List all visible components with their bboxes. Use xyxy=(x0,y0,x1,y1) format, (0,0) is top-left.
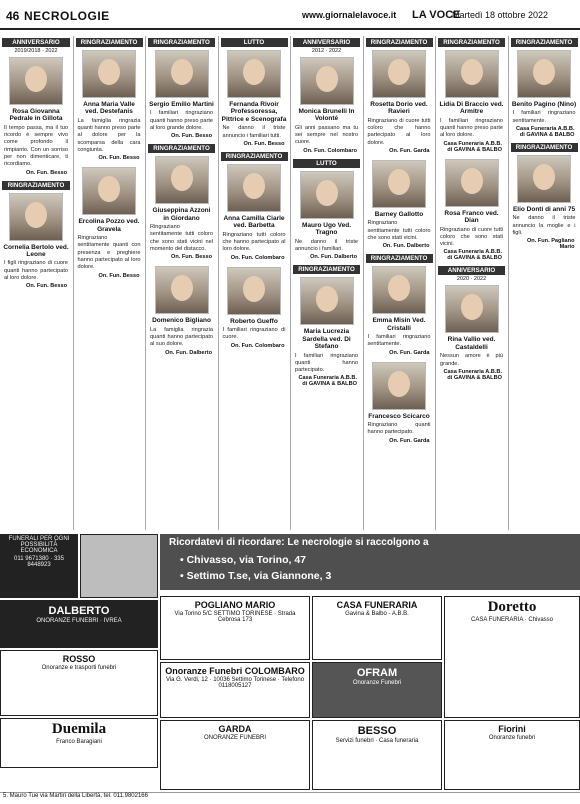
ad-pagliano[interactable]: POGLIANO MARIO Via Torino 5/C SETTIMO TORINESE · Strada Cebrosa 173 xyxy=(160,596,310,660)
obituary-notice xyxy=(74,167,145,281)
funeral-home-signature: On. Fun. Garda xyxy=(389,148,430,154)
notice-text: Ringraziano quanti hanno partecipato. xyxy=(367,422,431,436)
notice-text: Ringraziano sentitamente tutti coloro che sono stati vicini. xyxy=(367,220,431,241)
notice-column xyxy=(290,36,362,530)
ad-rosso[interactable]: ROSSO Onoranze e trasporti funebri xyxy=(0,650,158,716)
notice-tag: ANNIVERSARIO xyxy=(2,38,70,47)
section-title: NECROLOGIE xyxy=(24,9,110,23)
notice-text: I familiari ringraziano quanti hanno partecipato. xyxy=(295,352,358,374)
portrait-photo xyxy=(227,50,281,98)
notice-text: I familiari ringraziano sentitamente. xyxy=(512,110,576,124)
ad-ofram[interactable]: OFRAM Onoranze Funebri xyxy=(312,662,442,718)
funeral-home-signature: On. Fun. Besso xyxy=(25,283,67,290)
ad-garda[interactable]: GARDA ONORANZE FUNEBRI xyxy=(160,720,310,790)
obituary-notice xyxy=(0,38,72,179)
funeral-home-signature: On. Fun. Garda xyxy=(389,437,430,444)
portrait-photo xyxy=(517,50,571,98)
notice-text: Nessun amore è più grande. xyxy=(440,353,503,367)
notice-dates: 2019/2018 · 2022 xyxy=(14,48,58,54)
obituary-notice xyxy=(509,38,580,141)
obituary-notice xyxy=(146,144,217,263)
notice-text: I familiari ringraziano quanti hanno preso parte al loro grande dolore. xyxy=(150,110,213,131)
deceased-name: Roberto Gueffo xyxy=(230,317,278,325)
deceased-name: Benito Pagino (Nino) xyxy=(511,101,577,108)
deceased-name: Rosa Giovanna Pedrale in Gillota xyxy=(9,108,63,123)
site-link[interactable]: www.giornalelavoce.it xyxy=(302,10,397,20)
notice-column xyxy=(0,36,72,530)
obituary-notice xyxy=(364,160,435,252)
deceased-name: Rosa Franco ved. Dian xyxy=(444,209,499,225)
notice-tag: RINGRAZIAMENTO xyxy=(221,152,288,161)
ad-gavina-balbo[interactable]: CASA FUNERARIA Gavina & Balbo - A.B.B. xyxy=(312,596,442,660)
notice-text: I familiari ringraziano di cuore. xyxy=(222,327,286,341)
notice-text: I familiari ringraziano quanti hanno preso parte al loro dolore. xyxy=(440,117,503,139)
collection-banner xyxy=(160,534,580,590)
funeral-home-signature: On. Fun. Besso xyxy=(243,140,285,147)
portrait-photo xyxy=(300,277,354,325)
notice-tag: RINGRAZIAMENTO xyxy=(2,181,70,190)
banner-location-1: • Chivasso, via Torino, 47 xyxy=(180,554,307,566)
deceased-name: Elio Donti di anni 75 xyxy=(512,206,576,213)
notice-text: Ne danno il triste annuncio i familiari. xyxy=(295,238,358,252)
obituary-notice xyxy=(219,38,290,150)
footer-note: 5. Mauro Tue via Martiri della Libertà, tel. 011.9802166 xyxy=(0,792,580,804)
portrait-photo xyxy=(372,266,426,314)
ad-besso[interactable]: BESSO Servizi funebri · Casa funeraria xyxy=(312,720,442,790)
deceased-name: Cornelia Bertolo ved. Leone xyxy=(3,243,69,258)
ad-colombaro[interactable]: Onoranze Funebri COLOMBARO Via G. Verdi, 12 · 10036 Settimo Torinese · Telefono 0118005127 xyxy=(160,662,310,718)
notice-tag: RINGRAZIAMENTO xyxy=(76,38,143,47)
notice-tag: RINGRAZIAMENTO xyxy=(148,38,215,47)
portrait-photo xyxy=(155,156,209,204)
obituary-notice xyxy=(291,38,362,157)
ad-funeral-box[interactable]: FUNERALI PER OGNI POSSIBILITÀ ECONOMICA 011 9671380 · 335 8448923 xyxy=(0,534,78,598)
funeral-home-signature: On. Fun. Besso xyxy=(98,155,140,162)
portrait-photo xyxy=(300,57,354,105)
portrait-photo xyxy=(445,159,499,207)
portrait-photo xyxy=(445,50,499,98)
deceased-name: Giuseppina Azzoni in Giordano xyxy=(152,207,211,222)
funeral-home-signature: Casa Funeraria A.B.B. di GAVINA & BALBO xyxy=(515,126,575,138)
funeral-home-signature: On. Fun. Besso xyxy=(170,133,212,140)
funeral-home-signature: On. Fun. Pagliano Mario xyxy=(526,238,575,251)
notice-tag: ANNIVERSARIO xyxy=(438,266,505,275)
obituary-notice xyxy=(0,181,72,293)
obituary-notice xyxy=(364,362,435,447)
funeral-home-signature: On. Fun. Besso xyxy=(25,169,67,176)
deceased-name: Domenico Bigliano xyxy=(152,317,211,325)
ad-photo-box xyxy=(80,534,158,598)
deceased-name: Sergio Emilio Martini xyxy=(149,101,214,108)
funeral-home-signature: On. Fun. Dalberto xyxy=(165,349,212,356)
notice-column xyxy=(145,36,217,530)
funeral-home-signature: On. Fun. Dalberto xyxy=(310,254,357,261)
portrait-photo xyxy=(372,50,426,98)
notice-column xyxy=(508,36,580,530)
funeral-home-signature: On. Fun. Garda xyxy=(389,349,430,356)
deceased-name: Emma Misin Ved. Cristalli xyxy=(372,317,426,332)
deceased-name: Lidia Di Braccio ved. Armitre xyxy=(439,101,504,116)
notice-text: Ringraziano di cuore tutti coloro che sono stati vicini. xyxy=(440,226,503,248)
deceased-name: Maria Lucrezia Sardella ved. Di Stefano xyxy=(302,328,351,351)
notice-tag: RINGRAZIAMENTO xyxy=(366,38,433,47)
funeral-home-signature: On. Fun. Besso xyxy=(98,272,140,279)
portrait-photo xyxy=(445,285,499,333)
banner-title: Ricordatevi di ricordare: Le necrologie si raccolgono a xyxy=(169,537,429,548)
notice-text: Gli anni passano ma tu sei sempre nel nostro cuore. xyxy=(295,124,358,146)
portrait-photo xyxy=(227,164,281,212)
notice-tag: RINGRAZIAMENTO xyxy=(293,265,360,274)
funeral-home-signature: On. Fun. Colombaro xyxy=(230,342,285,349)
portrait-photo xyxy=(82,167,136,215)
funeral-home-signature: On. Fun. Dalberto xyxy=(382,243,430,250)
page-number: 46 xyxy=(6,9,20,23)
notice-tag: RINGRAZIAMENTO xyxy=(511,38,578,47)
issue-date: Martedì 18 ottobre 2022 xyxy=(452,10,549,20)
deceased-name: Ercolina Pozzo ved. Gravela xyxy=(78,218,140,233)
obituary-notice xyxy=(146,38,217,142)
funeral-home-signature: Casa Funeraria A.B.B. di GAVINA & BALBO xyxy=(443,249,502,262)
deceased-name: Mauro Ugo Ved. Tragno xyxy=(301,221,352,237)
notice-dates: 2012 · 2022 xyxy=(311,48,342,54)
notice-tag: RINGRAZIAMENTO xyxy=(438,38,505,47)
portrait-photo xyxy=(227,267,281,315)
funeral-home-signature: On. Fun. Besso xyxy=(170,254,212,261)
notice-text: Ne danno il triste annuncio i familiari tutti. xyxy=(222,125,286,139)
notice-tag: LUTTO xyxy=(293,159,360,168)
notice-column xyxy=(218,36,290,530)
obituary-notice xyxy=(291,265,362,390)
portrait-photo xyxy=(9,193,63,241)
notice-text: Ringraziano di cuore tutti coloro che hanno partecipato al loro dolore. xyxy=(367,117,431,146)
notice-column xyxy=(73,36,145,530)
portrait-photo xyxy=(155,50,209,98)
notice-text: Ringraziano tutti coloro che hanno partecipato al loro dolore. xyxy=(222,231,286,253)
funeral-home-signature: Casa Funeraria A.B.B. di GAVINA & BALBO xyxy=(443,368,502,381)
deceased-name: Anna Camilla Ciarle ved. Barbetta xyxy=(223,214,285,230)
notice-column xyxy=(363,36,435,530)
deceased-name: Francesco Scicarco xyxy=(368,412,430,420)
notice-text: I figli ringraziano di cuore quanti hanno partecipato al loro dolore. xyxy=(4,260,68,281)
notice-text: Ne danno il triste annuncio la moglie e i figli. xyxy=(512,215,576,236)
notice-dates: 2020 · 2022 xyxy=(456,276,487,283)
obituary-notice xyxy=(364,254,435,358)
portrait-photo xyxy=(517,155,571,203)
notice-tag: LUTTO xyxy=(221,38,288,47)
ad-fiorini[interactable]: Fiorini Onoranze funebri xyxy=(444,720,580,790)
page-header xyxy=(0,0,580,30)
portrait-photo xyxy=(372,362,426,410)
deceased-name: Barney Gallotto xyxy=(374,211,424,218)
portrait-photo xyxy=(300,171,354,219)
obituary-notice xyxy=(436,159,507,265)
obituary-notice xyxy=(219,267,290,352)
obituary-notice xyxy=(74,38,145,164)
portrait-photo xyxy=(155,266,209,314)
deceased-name: Monica Brunelli In Volonté xyxy=(298,108,355,123)
notice-text: Ringraziano sentitamente tutti coloro che sono stati vicini nel momento del distacco. xyxy=(150,224,213,252)
deceased-name: Fernanda Rivoir Professoressa, Pittrice e Scenografa xyxy=(221,101,287,123)
notice-text: La famiglia ringrazia quanti hanno preso parte al dolore per la scomparsa della cara congiunta. xyxy=(77,117,141,153)
notice-tag: ANNIVERSARIO xyxy=(293,38,360,47)
banner-location-2: • Settimo T.se, via Giannone, 3 xyxy=(180,570,332,582)
notice-tag: RINGRAZIAMENTO xyxy=(148,144,215,153)
obituary-notice xyxy=(436,266,507,383)
obituary-notice xyxy=(219,152,290,264)
notice-text: Ringraziano sentitamente quanti con presenza e preghiere hanno partecipato al loro dolore. xyxy=(77,235,141,271)
notice-column xyxy=(435,36,507,530)
notice-text: I familiari ringraziano sentitamente. xyxy=(367,334,431,348)
obituary-notice xyxy=(509,143,580,253)
portrait-photo xyxy=(372,160,426,208)
deceased-name: Anna Maria Valle ved. Destefanis xyxy=(83,101,135,116)
notice-text: La famiglia ringrazia quanti hanno partecipato al suo dolore. xyxy=(150,326,213,348)
obituary-notice xyxy=(146,266,217,358)
notice-tag: RINGRAZIAMENTO xyxy=(366,254,433,263)
ad-doretto[interactable]: Doretto CASA FUNERARIA · Chivasso xyxy=(444,596,580,718)
obituary-notice xyxy=(291,159,362,263)
deceased-name: Rosetta Dorio ved. Ravieri xyxy=(370,101,428,116)
funeral-home-signature: Casa Funeraria A.B.B. di GAVINA & BALBO xyxy=(298,375,357,388)
ad-dalberto[interactable]: DALBERTO ONORANZE FUNEBRI · IVREA xyxy=(0,600,158,648)
obituary-notice xyxy=(436,38,507,156)
obituary-notice xyxy=(364,38,435,157)
notice-text: Il tempo passa, ma il tuo ricordo è sempre vivo come profondo il rimpianto. Con un sorriso per non dimenticare, ti ricordiamo. xyxy=(4,124,68,168)
portrait-photo xyxy=(9,57,63,105)
ad-duemila[interactable]: Duemila Franco Baragiani xyxy=(0,718,158,768)
paper-logo: LA VOCE xyxy=(412,9,461,21)
portrait-photo xyxy=(82,50,136,98)
funeral-home-signature: Casa Funeraria A.B.B. di GAVINA & BALBO xyxy=(443,140,502,153)
funeral-home-signature: On. Fun. Colombaro xyxy=(230,254,285,261)
funeral-home-signature: On. Fun. Colombaro xyxy=(303,147,357,154)
deceased-name: Rina Vallio ved. Castaldelli xyxy=(447,336,496,351)
notice-tag: RINGRAZIAMENTO xyxy=(511,143,578,152)
